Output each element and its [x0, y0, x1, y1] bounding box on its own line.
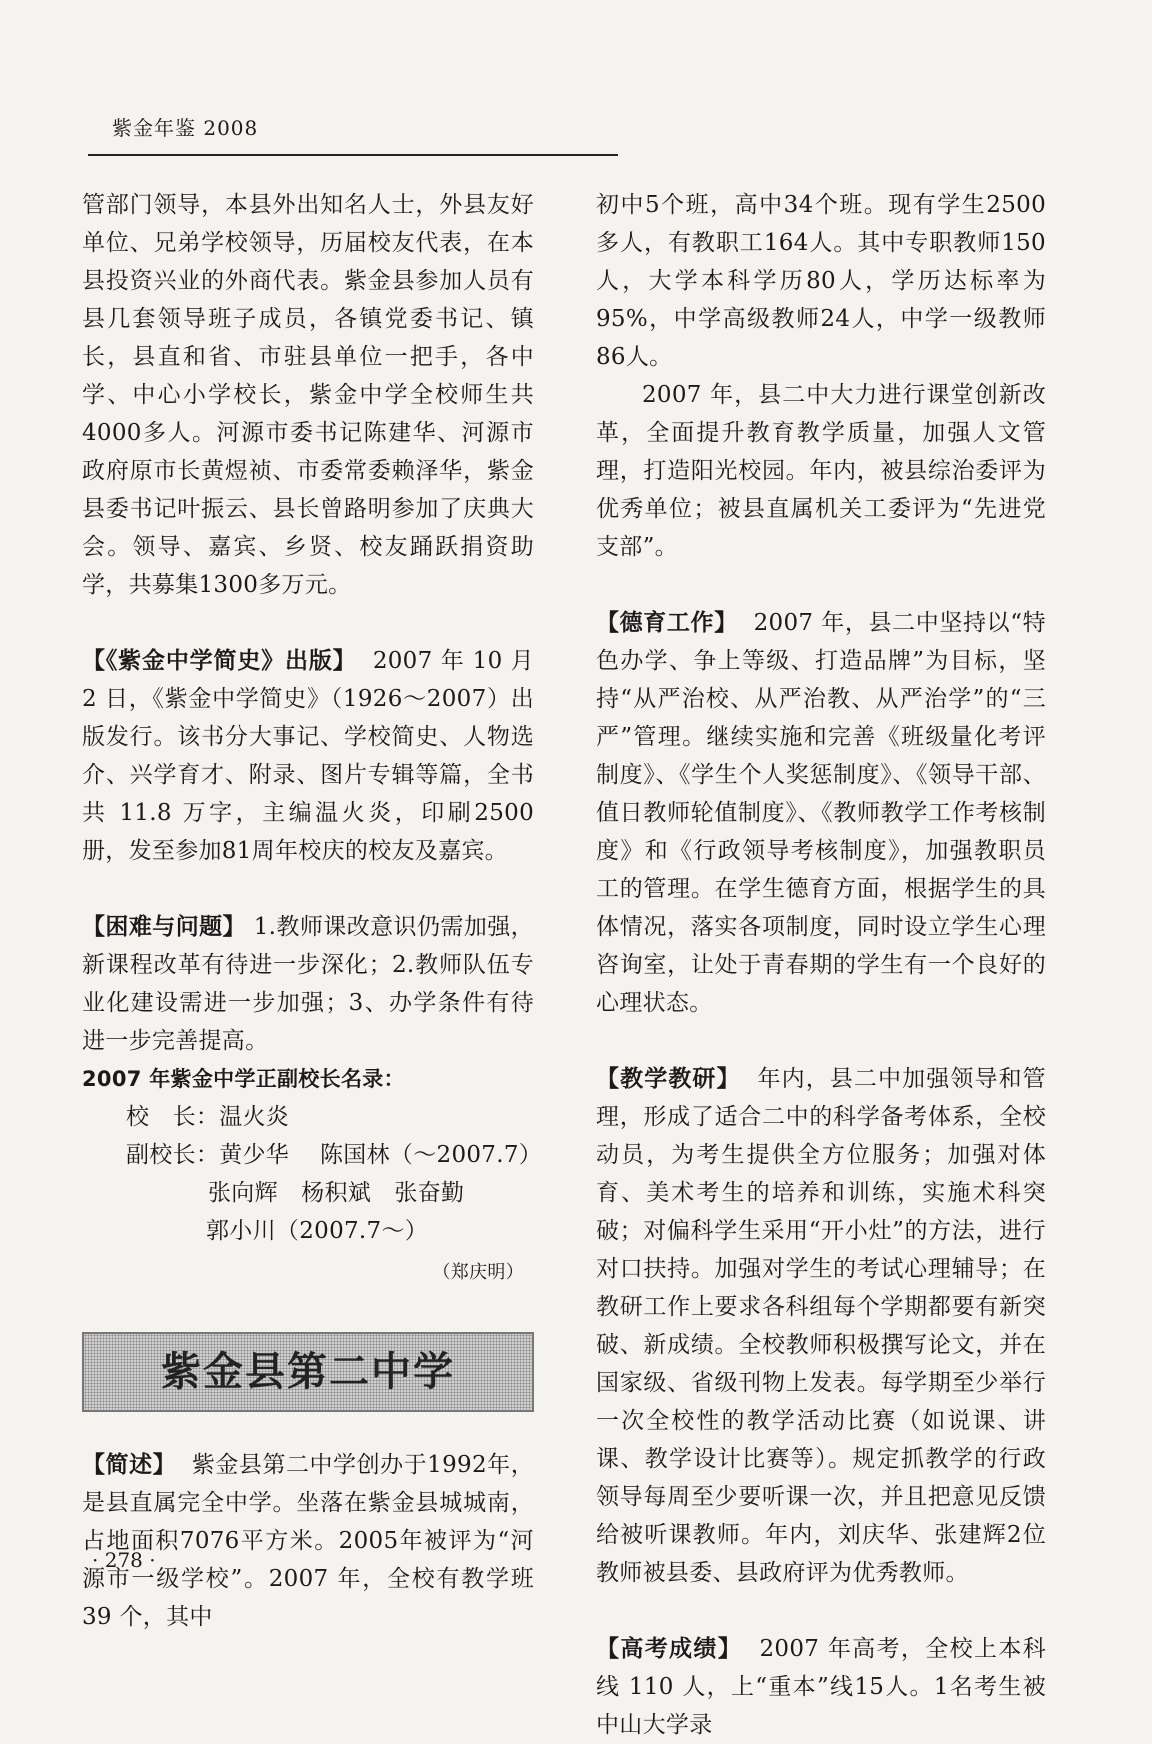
summary-text: 紫金县第二中学创办于1992年，是县直属完全中学。坐落在紫金县城城南，占地面积7076平方米。2005年被评为“河源市一级学校”。2007 年，全校有教学班 39 个，其中	[82, 1452, 534, 1630]
moral-text: 2007 年，县二中坚持以“特色办学、争上等级、打造品牌”为目标，坚持“从严治校、从严治教、从严治学”的“三严”管理。继续实施和完善《班级量化考评制度》、《学生个人奖惩制度》、《领导干部、值日教师轮值制度》、《教师教学工作考核制度》和《行政领导考核制度》，加强教职员工的管理。在学生德育方面，根据学生的具体情况，落实各项制度，同时设立学生心理咨询室，让处于青春期的学生有一个良好的心理状态。	[596, 610, 1046, 1016]
page-number: · 278 ·	[92, 1548, 156, 1572]
exam-heading: 【高考成绩】	[596, 1636, 743, 1662]
summary-continued-paragraph: 初中5个班，高中34个班。现有学生2500多人，有教职工164人。其中专职教师150人，大学本科学历80人，学历达标率为95%，中学高级教师24人，中学一级教师86人。	[596, 192, 1046, 370]
vice-principal-line-2: 张向辉 杨积斌 张奋勤	[208, 1180, 465, 1206]
moral-paragraph	[596, 604, 1046, 1022]
running-header: 紫金年鉴 2008	[112, 116, 259, 140]
exam-paragraph	[596, 1630, 1046, 1744]
left-column	[82, 186, 543, 1636]
author-signature: （郑庆明）	[432, 1262, 524, 1283]
history-heading: 【《紫金中学简史》出版】	[82, 648, 357, 674]
summary-paragraph	[82, 1446, 534, 1636]
problems-text: 1.教师课改意识仍需加强，新课程改革有待进一步深化；2.教师队伍专业化建设需进一步加强；3、办学条件有待进一步完善提高。	[82, 914, 534, 1054]
history-text: 2007 年 10 月 2 日，《紫金中学简史》（1926～2007）出版发行。该书分大事记、学校简史、人物选介、兴学育才、附录、图片专辑等篇，全书共 11.8 万字，主编温火炎，印刷2500册，发至参加81周年校庆的校友及嘉宾。	[82, 648, 534, 864]
intro-continued-paragraph: 管部门领导，本县外出知名人士，外县友好单位、兄弟学校领导，历届校友代表，在本县投资兴业的外商代表。紫金县参加人员有县几套领导班子成员，各镇党委书记、镇长，县直和省、市驻县单位一把手，各中学、中心小学校长，紫金中学全校师生共4000多人。河源市委书记陈建华、河源市政府原市长黄煜祯、市委常委赖泽华，紫金县委书记叶振云、县长曾路明参加了庆典大会。领导、嘉宾、乡贤、校友踊跃捐资助学，共募集1300多万元。	[82, 192, 534, 598]
vice-principal-line-1: 副校长：黄少华 陈国林（～2007.7）	[126, 1142, 543, 1168]
teaching-text: 年内，县二中加强领导和管理，形成了适合二中的科学备考体系，全校动员，为考生提供全方位服务；加强对体育、美术考生的培养和训练，实施术科突破；对偏科学生采用“开小灶”的方法，进行对口扶持。加强对学生的考试心理辅导；在教研工作上要求各科组每个学期都要有新突破、新成绩。全校教师积极撰写论文，并在国家级、省级刊物上发表。每学期至少举行一次全校性的教学活动比赛（如说课、讲课、教学设计比赛等）。规定抓教学的行政领导每周至少要听课一次，并且把意见反馈给被听课教师。年内，刘庆华、张建辉2位教师被县委、县政府评为优秀教师。	[596, 1066, 1046, 1586]
moral-heading: 【德育工作】	[596, 610, 738, 636]
section-title: 紫金县第二中学	[161, 1349, 455, 1395]
header-rule	[88, 154, 618, 156]
history-paragraph	[82, 642, 534, 870]
exam-text: 2007 年高考，全校上本科线 110 人，上“重本”线15人。1名考生被中山大学录	[596, 1636, 1046, 1738]
problems-heading: 【困难与问题】	[82, 914, 246, 940]
vice-principal-line-3: 郭小川（2007.7～）	[206, 1218, 429, 1244]
principal-line: 校 长：温火炎	[126, 1104, 290, 1130]
principal-list	[82, 1098, 543, 1250]
principal-list-title: 2007 年紫金中学正副校长名录：	[82, 1067, 405, 1091]
teaching-paragraph	[596, 1060, 1046, 1592]
summary-heading: 【简述】	[82, 1452, 177, 1478]
problems-paragraph	[82, 908, 534, 1060]
reform-paragraph: 2007 年，县二中大力进行课堂创新改革，全面提升教育教学质量，加强人文管理，打造阳光校园。年内，被县综治委评为优秀单位；被县直属机关工委评为“先进党支部”。	[596, 382, 1046, 560]
right-column	[596, 186, 1046, 1744]
section-banner	[82, 1332, 534, 1412]
teaching-heading: 【教学教研】	[596, 1066, 741, 1092]
